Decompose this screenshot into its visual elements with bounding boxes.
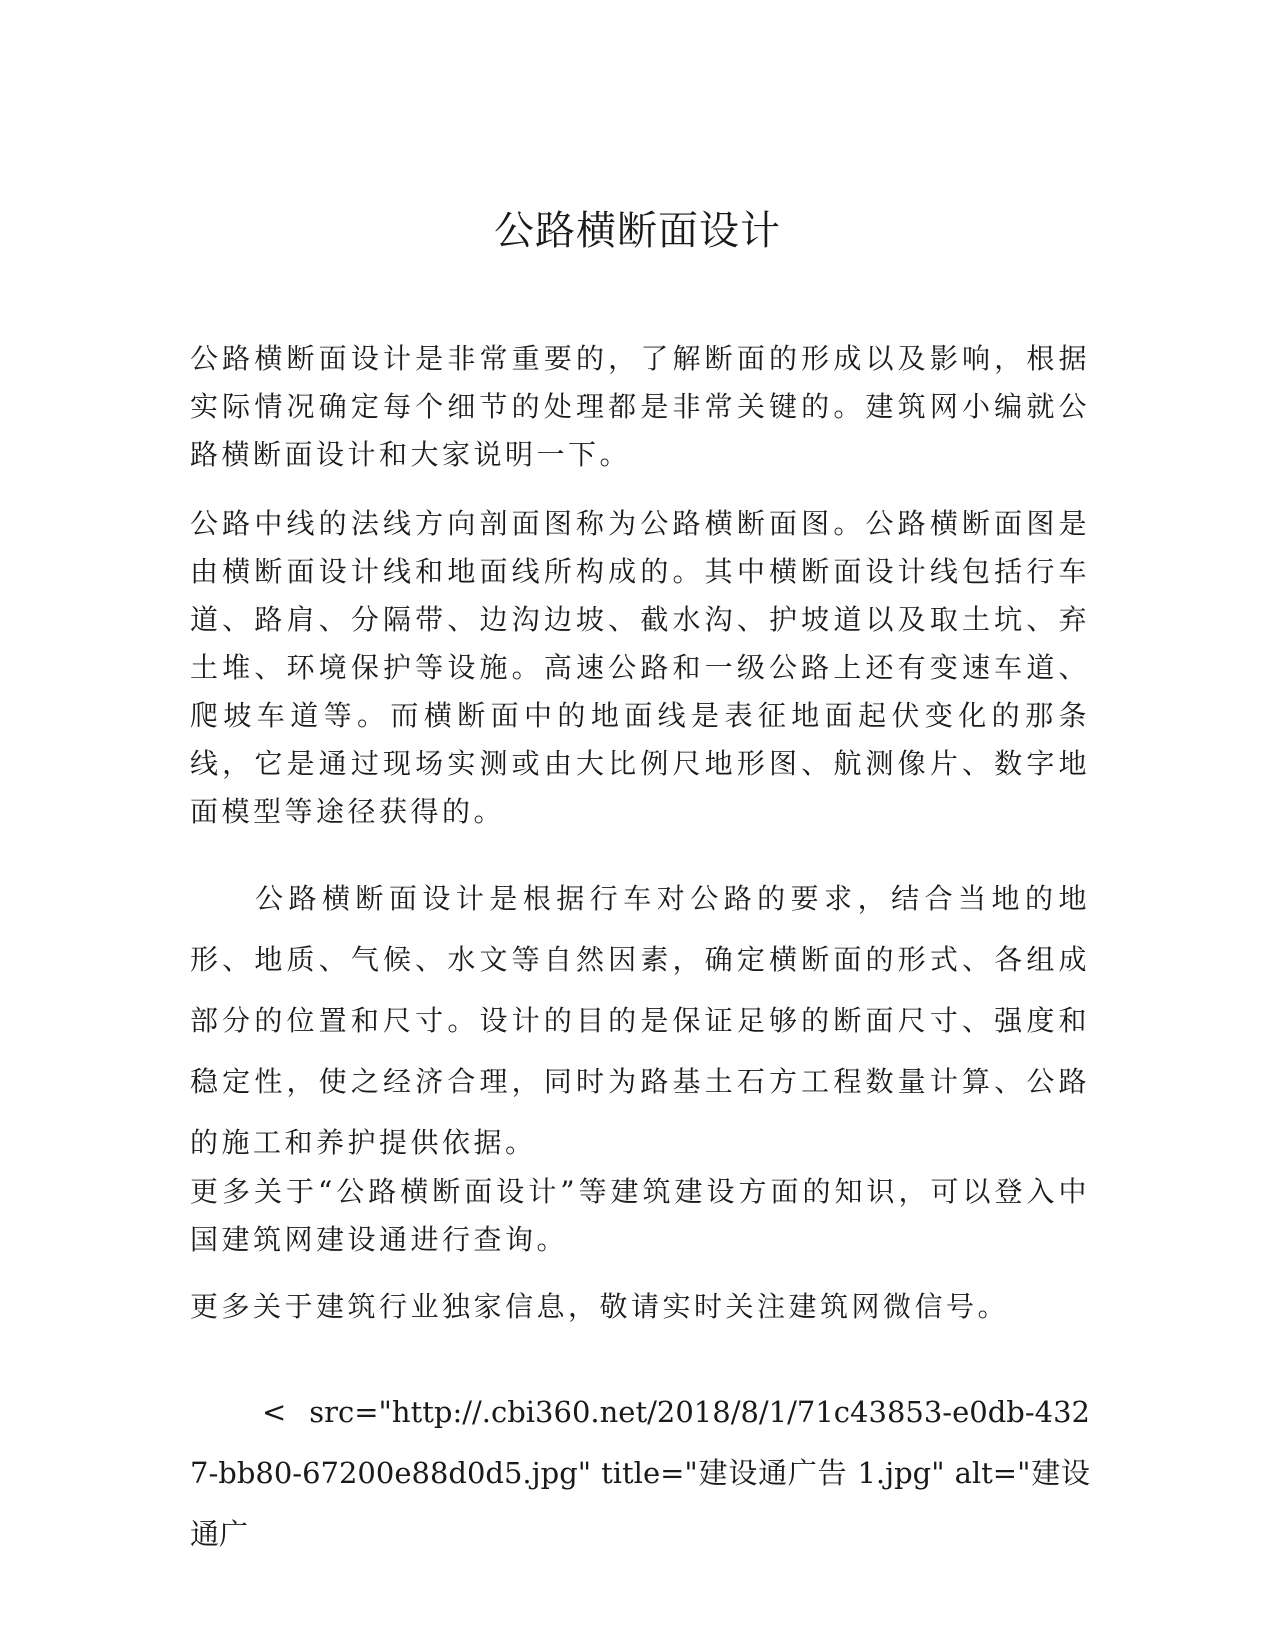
document-title: 公路横断面设计 xyxy=(494,208,781,254)
paragraph-follow-wechat: 更多关于建筑行业独家信息，敬请实时关注建筑网微信号。 xyxy=(190,1290,1010,1323)
paragraph-definition: 公路中线的法线方向剖面图称为公路横断面图。公路横断面图是由横断面设计线和地面线所构成的。其中横断面设计线包括行车道、路肩、分隔带、边沟边坡、截水沟、护坡道以及取土坑、弃土堆、环境保护等设施。高速公路和一级公路上还有变速车道、爬坡车道等。而横断面中的地面线是表征地面起伏变化的那条线，它是通过现场实测或由大比例尺地形图、航测像片、数字地面模型等途径获得的。 xyxy=(190,507,1090,828)
paragraph-design-purpose: 公路横断面设计是根据行车对公路的要求，结合当地的地形、地质、气候、水文等自然因素，确定横断面的形式、各组成部分的位置和尺寸。设计的目的是保证足够的断面尺寸、强度和稳定性，使之经济合理，同时为路基土石方工程数量计算、公路的施工和养护提供依据。 xyxy=(190,882,1090,1159)
paragraph-image-markup: < src="http://.cbi360.net/2018/8/1/71c43853-e0db-4327-bb80-67200e88d0d5.jpg" title="建设通广告 1.jpg" alt="建设通广 xyxy=(190,1395,1090,1551)
paragraph-intro: 公路横断面设计是非常重要的，了解断面的形成以及影响，根据实际情况确定每个细节的处理都是非常关键的。建筑网小编就公路横断面设计和大家说明一下。 xyxy=(190,342,1090,471)
paragraph-more-info: 更多关于“公路横断面设计”等建筑建设方面的知识，可以登入中国建筑网建设通进行查询。 xyxy=(190,1175,1090,1256)
